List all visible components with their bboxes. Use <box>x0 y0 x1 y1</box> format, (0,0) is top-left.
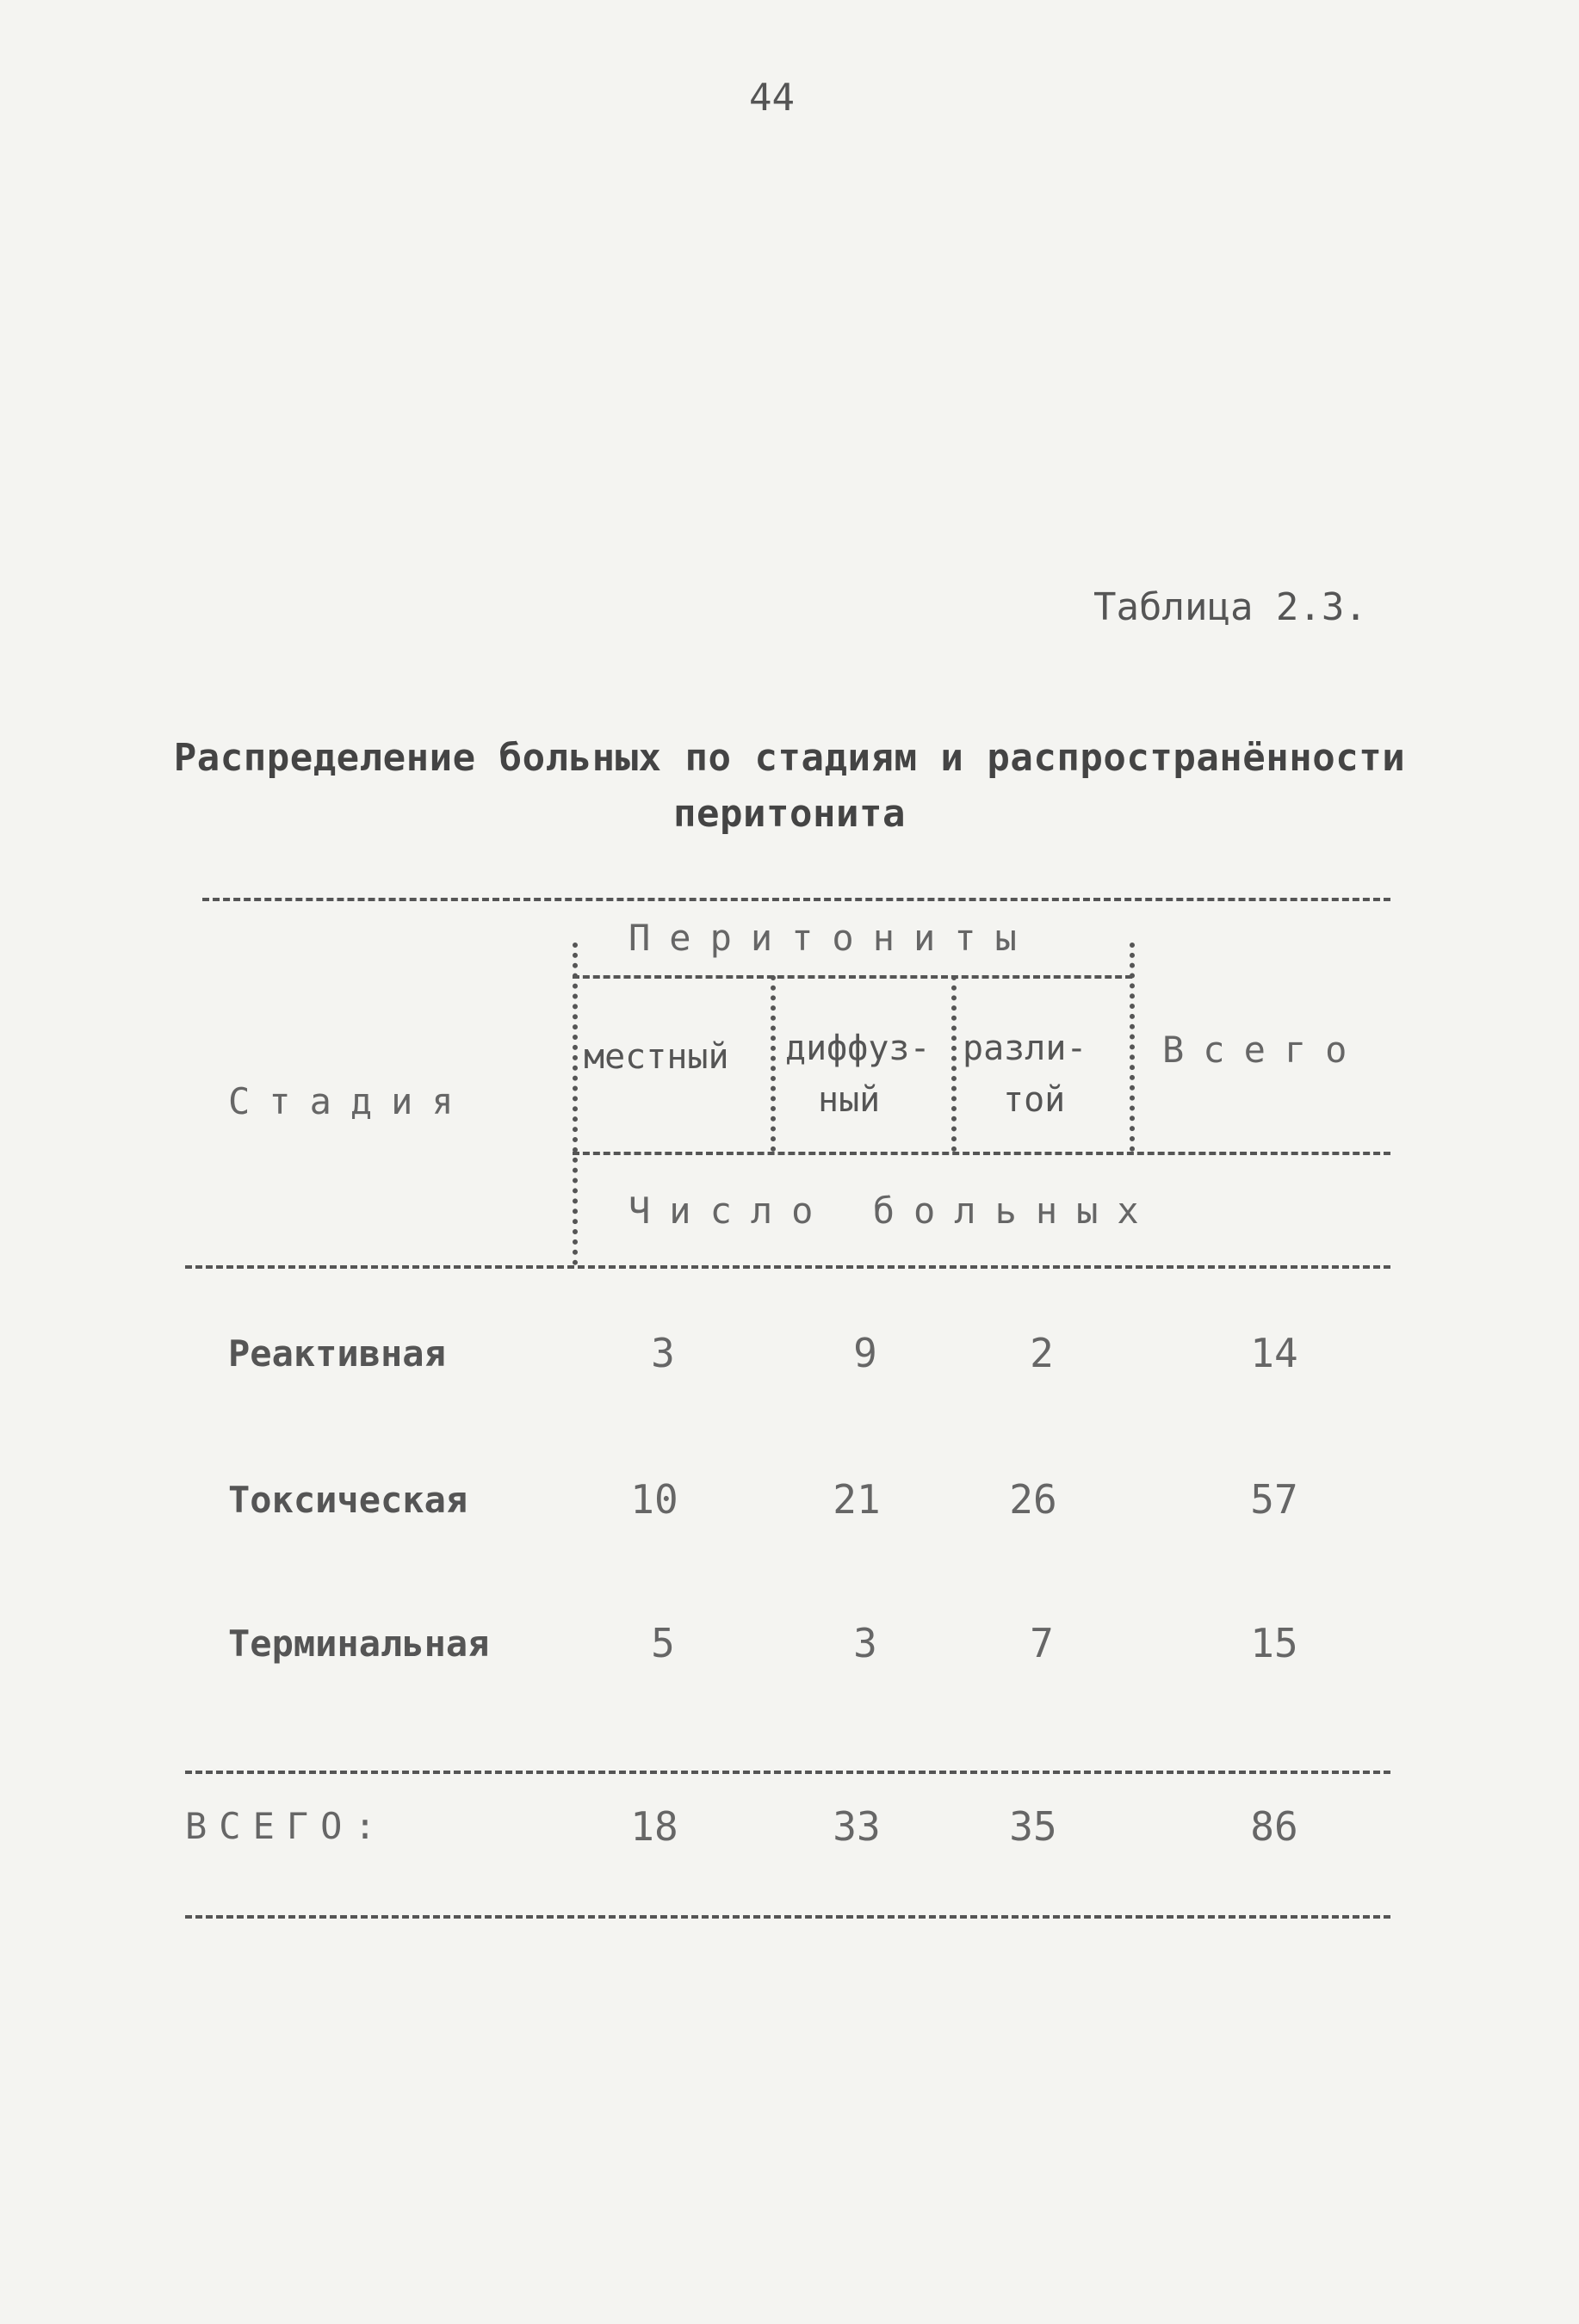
divider-local-diffuse <box>771 975 776 1152</box>
table-title-line-1: Распределение больных по стадиям и распространённости <box>173 736 1406 780</box>
header-spread-1: разли- <box>963 1029 1087 1068</box>
table-label: Таблица 2.3. <box>1093 585 1367 629</box>
header-local: местный <box>584 1037 729 1077</box>
row-label: Токсическая <box>228 1479 468 1521</box>
header-total: Всего <box>1162 1029 1366 1071</box>
rule-bottom <box>185 1915 1390 1919</box>
cell-total: 57 <box>1250 1476 1298 1523</box>
rule-subheader <box>573 975 1132 979</box>
header-count: Число больных <box>629 1190 1158 1232</box>
cell-total: 14 <box>1250 1330 1298 1376</box>
total-local: 18 <box>630 1803 678 1850</box>
cell-total: 15 <box>1250 1620 1298 1666</box>
cell-spread: 26 <box>1009 1476 1057 1523</box>
cell-diffuse: 21 <box>833 1476 881 1523</box>
rule-before-total <box>185 1771 1390 1774</box>
cell-local: 5 <box>651 1620 675 1666</box>
header-stage: Стадия <box>228 1080 473 1122</box>
total-row-label: ВСЕГО: <box>185 1805 388 1847</box>
rule-top <box>202 898 1390 901</box>
cell-spread: 7 <box>1030 1620 1054 1666</box>
divider-stage <box>573 943 578 1265</box>
cell-local: 10 <box>630 1476 678 1523</box>
divider-spread-total <box>1130 943 1135 1152</box>
row-label: Терминальная <box>228 1622 490 1665</box>
divider-diffuse-spread <box>951 975 957 1152</box>
page-number: 44 <box>749 76 795 120</box>
cell-spread: 2 <box>1030 1330 1054 1376</box>
total-spread: 35 <box>1009 1803 1057 1850</box>
header-spread-2: той <box>1003 1080 1066 1120</box>
rule-header-bottom <box>185 1265 1390 1269</box>
header-diffuse-1: диффуз- <box>785 1029 931 1068</box>
cell-diffuse: 9 <box>853 1330 877 1376</box>
header-peritonitis: Перитониты <box>629 917 1036 959</box>
total-total: 86 <box>1250 1803 1298 1850</box>
cell-local: 3 <box>651 1330 675 1376</box>
row-label: Реактивная <box>228 1332 446 1375</box>
table-title-line-2: перитонита <box>673 792 906 836</box>
header-diffuse-2: ный <box>818 1080 881 1120</box>
total-diffuse: 33 <box>833 1803 881 1850</box>
rule-header-mid <box>573 1152 1390 1155</box>
cell-diffuse: 3 <box>853 1620 877 1666</box>
